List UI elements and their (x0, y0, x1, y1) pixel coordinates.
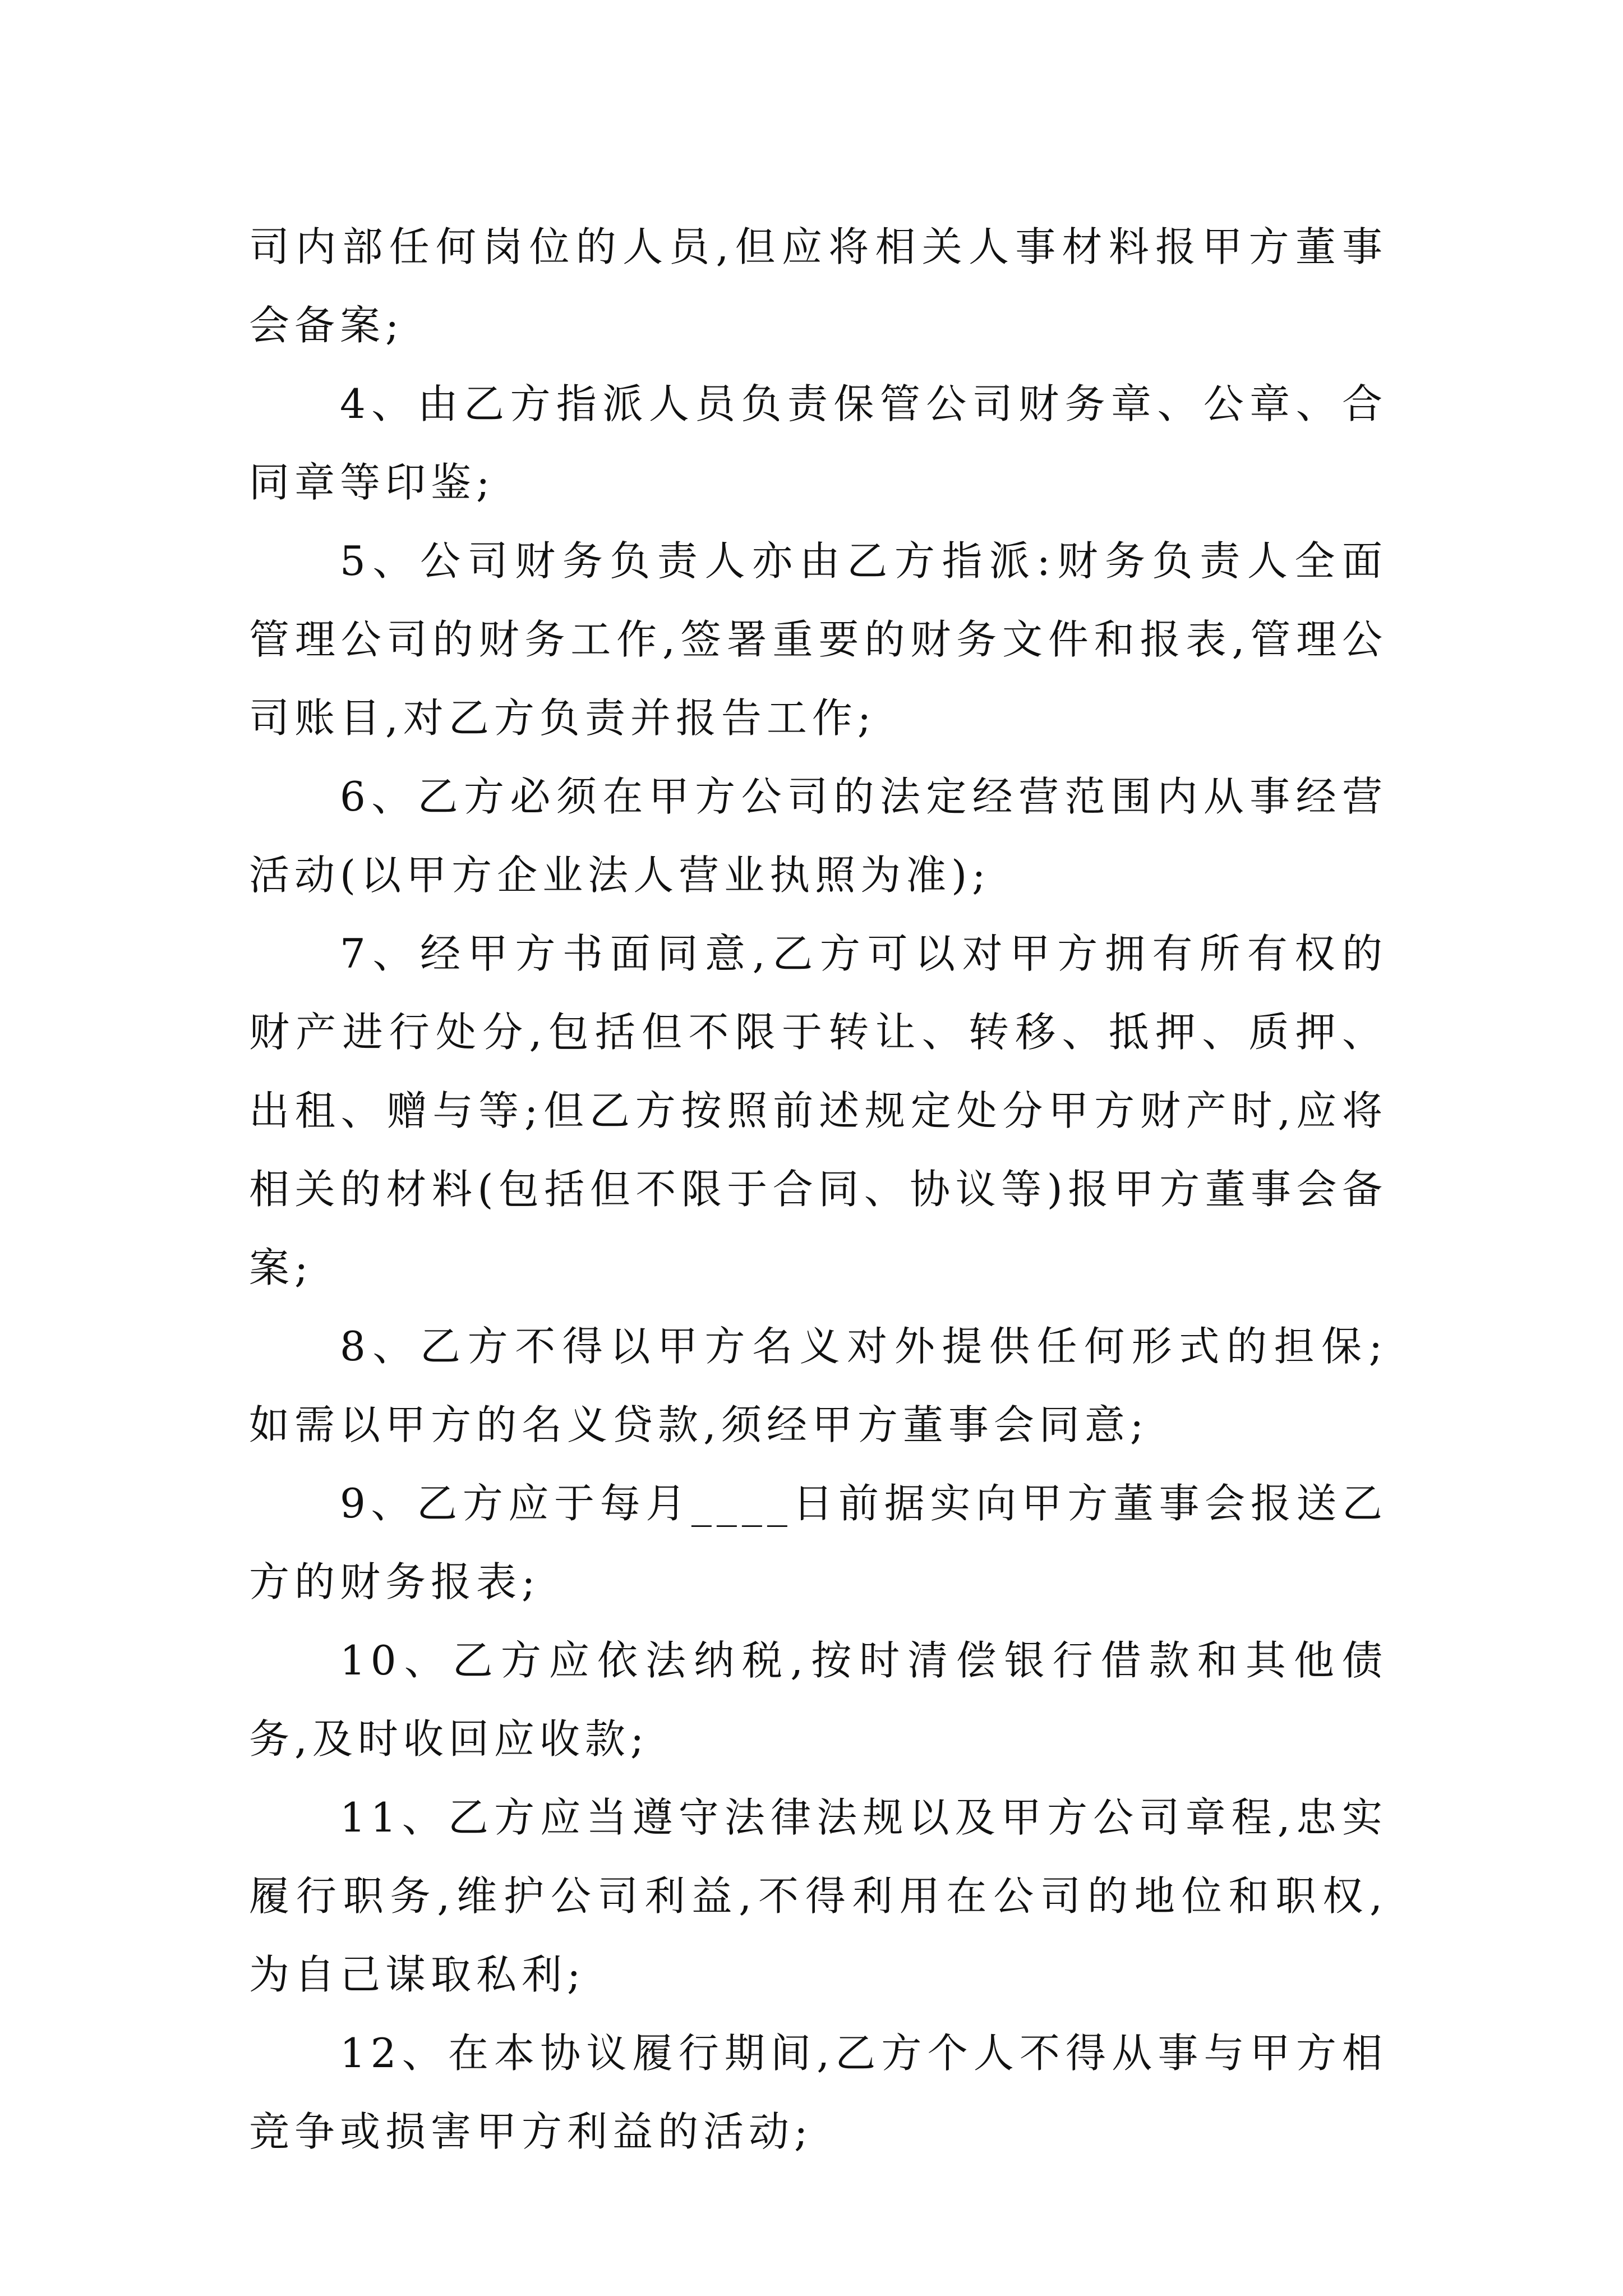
paragraph-clause-12: 12、在本协议履行期间,乙方个人不得从事与甲方相竞争或损害甲方利益的活动; (249, 2030, 1387, 2155)
paragraph-clause-10: 10、乙方应依法纳税,按时清偿银行借款和其他债务,及时收回应收款; (249, 1637, 1387, 1763)
paragraph-clause-5: 5、公司财务负责人亦由乙方指派:财务负责人全面管理公司的财务工作,签署重要的财务文件和报表,管理公司账目,对乙方负责并报告工作; (249, 537, 1387, 742)
paragraph-clause-11: 11、乙方应当遵守法律法规以及甲方公司章程,忠实履行职务,维护公司利益,不得利用在公司的地位和职权,为自己谋取私利; (249, 1794, 1387, 1998)
paragraph-clause-6: 6、乙方必须在甲方公司的法定经营范围内从事经营活动(以甲方企业法人营业执照为准); (249, 773, 1387, 899)
paragraph-clause-4: 4、由乙方指派人员负责保管公司财务章、公章、合同章等印鉴; (249, 380, 1387, 506)
paragraph-clause-8: 8、乙方不得以甲方名义对外提供任何形式的担保;如需以甲方的名义贷款,须经甲方董事会同意; (249, 1323, 1387, 1448)
paragraph-continued: 司内部任何岗位的人员,但应将相关人事材料报甲方董事会备案; (249, 223, 1387, 349)
document-body (249, 208, 1387, 2171)
paragraph-clause-9: 9、乙方应于每月____日前据实向甲方董事会报送乙方的财务报表; (249, 1480, 1387, 1605)
paragraph-clause-7: 7、经甲方书面同意,乙方可以对甲方拥有所有权的财产进行处分,包括但不限于转让、转移、抵押、质押、出租、赠与等;但乙方按照前述规定处分甲方财产时,应将相关的材料(包括但不限于合同、协议等)报甲方董事会备案; (249, 930, 1387, 1291)
